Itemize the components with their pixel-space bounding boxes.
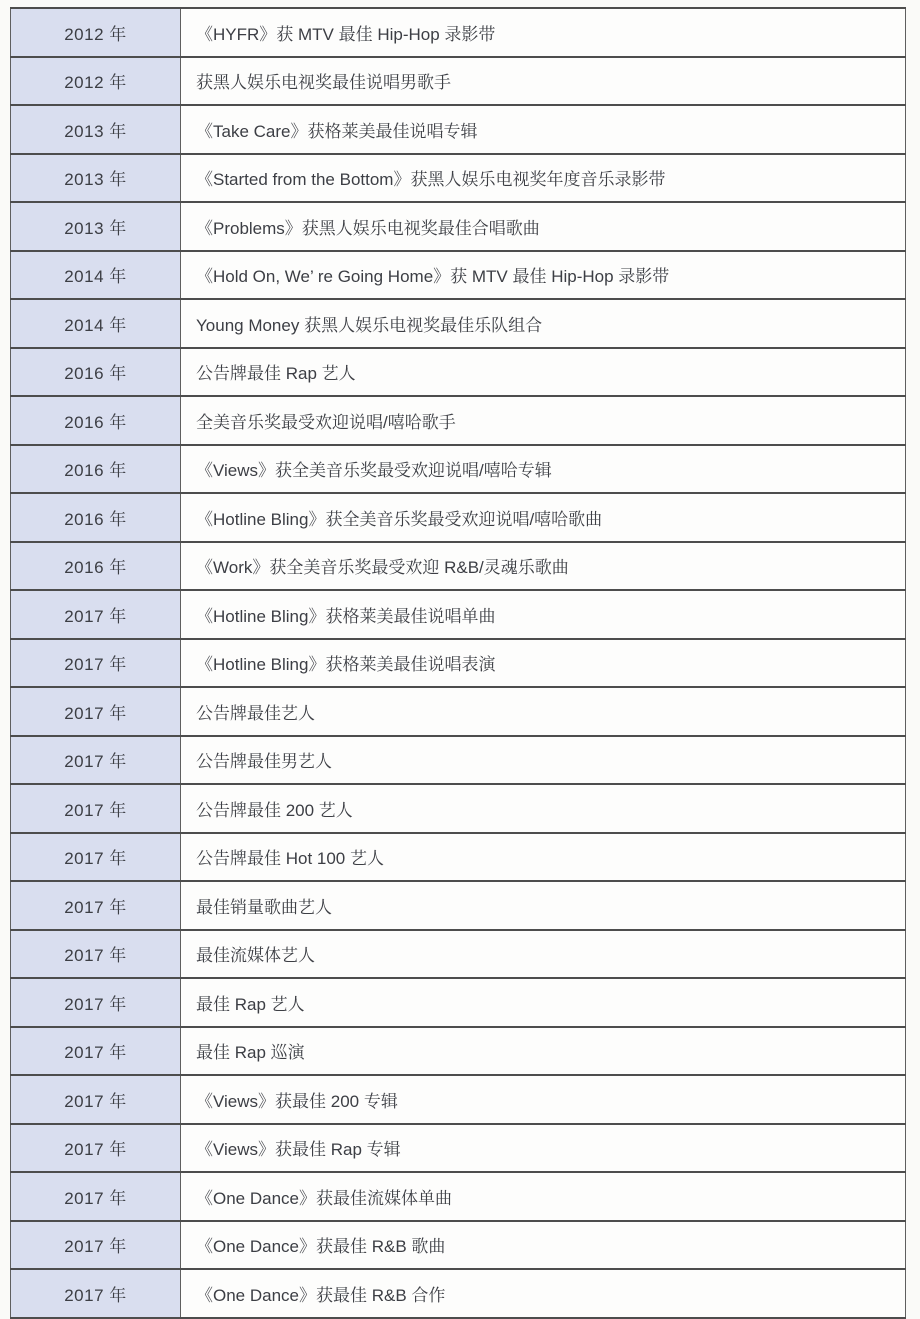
table-row [11, 833, 906, 882]
table-row [11, 1172, 906, 1221]
award-cell: 《One Dance》获最佳流媒体单曲 [181, 1172, 906, 1221]
award-cell: 公告牌最佳男艺人 [181, 736, 906, 785]
table-row [11, 8, 906, 57]
table-row [11, 445, 906, 494]
year-cell: 2016 年 [11, 445, 181, 494]
year-cell: 2014 年 [11, 299, 181, 348]
table-row [11, 881, 906, 930]
table-row [11, 930, 906, 979]
table-row [11, 57, 906, 106]
award-cell: 最佳流媒体艺人 [181, 930, 906, 979]
award-cell: 《One Dance》获最佳 R&B 歌曲 [181, 1221, 906, 1270]
award-cell: 《Hotline Bling》获全美音乐奖最受欢迎说唱/嘻哈歌曲 [181, 493, 906, 542]
table-row [11, 639, 906, 688]
year-cell: 2012 年 [11, 57, 181, 106]
table-row [11, 978, 906, 1027]
award-cell: 《Hold On, We’ re Going Home》获 MTV 最佳 Hip-Hop 录影带 [181, 251, 906, 300]
year-cell: 2017 年 [11, 639, 181, 688]
table-row [11, 1221, 906, 1270]
award-cell: 《Problems》获黑人娱乐电视奖最佳合唱歌曲 [181, 202, 906, 251]
table-row [11, 1269, 906, 1318]
year-cell: 2013 年 [11, 154, 181, 203]
year-cell: 2017 年 [11, 1269, 181, 1318]
awards-table [10, 7, 906, 1319]
award-cell: 《Hotline Bling》获格莱美最佳说唱表演 [181, 639, 906, 688]
year-cell: 2016 年 [11, 396, 181, 445]
award-cell: 全美音乐奖最受欢迎说唱/嘻哈歌手 [181, 396, 906, 445]
year-cell: 2016 年 [11, 348, 181, 397]
year-cell: 2017 年 [11, 1075, 181, 1124]
year-cell: 2017 年 [11, 1124, 181, 1173]
award-cell: 最佳 Rap 巡演 [181, 1027, 906, 1076]
table-row [11, 202, 906, 251]
table-row [11, 1124, 906, 1173]
year-cell: 2017 年 [11, 590, 181, 639]
year-cell: 2017 年 [11, 784, 181, 833]
table-row [11, 784, 906, 833]
award-cell: 公告牌最佳 Hot 100 艺人 [181, 833, 906, 882]
year-cell: 2017 年 [11, 1027, 181, 1076]
year-cell: 2017 年 [11, 978, 181, 1027]
year-cell: 2017 年 [11, 736, 181, 785]
table-row [11, 348, 906, 397]
table-row [11, 105, 906, 154]
table-row [11, 542, 906, 591]
year-cell: 2017 年 [11, 930, 181, 979]
table-row [11, 736, 906, 785]
award-cell: 公告牌最佳 200 艺人 [181, 784, 906, 833]
table-row [11, 1027, 906, 1076]
year-cell: 2016 年 [11, 493, 181, 542]
awards-table-container [10, 7, 906, 1319]
award-cell: 《Take Care》获格莱美最佳说唱专辑 [181, 105, 906, 154]
award-cell: 获黑人娱乐电视奖最佳说唱男歌手 [181, 57, 906, 106]
table-row [11, 1075, 906, 1124]
year-cell: 2013 年 [11, 202, 181, 251]
award-cell: Young Money 获黑人娱乐电视奖最佳乐队组合 [181, 299, 906, 348]
award-cell: 公告牌最佳 Rap 艺人 [181, 348, 906, 397]
award-cell: 《One Dance》获最佳 R&B 合作 [181, 1269, 906, 1318]
table-row [11, 251, 906, 300]
award-cell: 《Views》获最佳 200 专辑 [181, 1075, 906, 1124]
year-cell: 2017 年 [11, 1172, 181, 1221]
awards-table-body [11, 8, 906, 1318]
year-cell: 2016 年 [11, 542, 181, 591]
table-row [11, 299, 906, 348]
award-cell: 《Work》获全美音乐奖最受欢迎 R&B/灵魂乐歌曲 [181, 542, 906, 591]
award-cell: 《Hotline Bling》获格莱美最佳说唱单曲 [181, 590, 906, 639]
award-cell: 最佳 Rap 艺人 [181, 978, 906, 1027]
table-row [11, 590, 906, 639]
year-cell: 2017 年 [11, 833, 181, 882]
table-row [11, 396, 906, 445]
award-cell: 《HYFR》获 MTV 最佳 Hip-Hop 录影带 [181, 8, 906, 57]
award-cell: 《Started from the Bottom》获黑人娱乐电视奖年度音乐录影带 [181, 154, 906, 203]
award-cell: 《Views》获最佳 Rap 专辑 [181, 1124, 906, 1173]
year-cell: 2017 年 [11, 1221, 181, 1270]
year-cell: 2012 年 [11, 8, 181, 57]
year-cell: 2017 年 [11, 687, 181, 736]
year-cell: 2017 年 [11, 881, 181, 930]
table-row [11, 154, 906, 203]
award-cell: 最佳销量歌曲艺人 [181, 881, 906, 930]
table-row [11, 687, 906, 736]
table-row [11, 493, 906, 542]
year-cell: 2013 年 [11, 105, 181, 154]
award-cell: 公告牌最佳艺人 [181, 687, 906, 736]
award-cell: 《Views》获全美音乐奖最受欢迎说唱/嘻哈专辑 [181, 445, 906, 494]
year-cell: 2014 年 [11, 251, 181, 300]
